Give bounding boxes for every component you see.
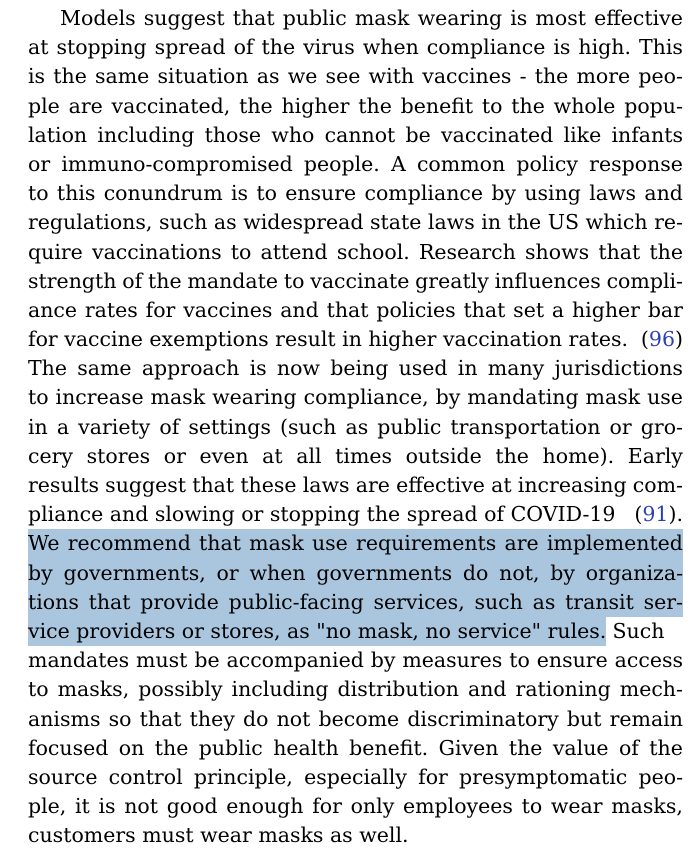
- text-line: Models suggest that public mask wearing is most effective: [60, 6, 683, 30]
- text-line: vice providers or stores, as "no mask, no service" rules. Such: [28, 617, 683, 646]
- text-line: is the same situation as we see with vaccines - the more peo-: [28, 64, 683, 89]
- text-line: strength of the mandate to vaccinate greatly influences compli-: [28, 268, 683, 293]
- text-line: in a variety of settings (such as public transportation or gro-: [28, 414, 683, 439]
- citation-bracket: (: [634, 502, 643, 527]
- text-line: to this conundrum is to ensure compliance by using laws and: [28, 181, 683, 206]
- text-line: for vaccine exemptions result in higher vaccination rates. (96): [28, 327, 683, 352]
- text-line: focused on the public health benefit. Given the value of the: [28, 735, 683, 760]
- text-line: source control principle, especially for presymptomatic peo-: [28, 764, 683, 789]
- citation-link-91[interactable]: 91: [642, 502, 669, 527]
- text-line: at stopping spread of the virus when compliance is high. This: [28, 35, 683, 60]
- highlighted-text-line: tions that provide public-facing services, such as transit ser-: [28, 588, 683, 617]
- highlighted-text: vice providers or stores, as "no mask, no service" rules.: [28, 617, 606, 646]
- text-line: to increase mask wearing compliance, by mandating mask use: [28, 385, 683, 410]
- paper-paragraph: [28, 4, 683, 850]
- citation-bracket: ): [675, 327, 683, 352]
- text-line: or immuno-compromised people. A common policy response: [28, 151, 683, 176]
- text-line: ance rates for vaccines and that policies that set a higher bar: [28, 297, 683, 322]
- text-line: quire vaccinations to attend school. Research shows that the: [28, 239, 683, 264]
- text-line: ple, it is not good enough for only employees to wear masks,: [28, 794, 683, 819]
- text-line: lation including those who cannot be vaccinated like infants: [28, 122, 683, 147]
- text-line: anisms so that they do not become discriminatory but remain: [28, 706, 683, 731]
- text-line: The same approach is now being used in many jurisdictions: [28, 356, 683, 381]
- highlighted-text-line: by governments, or when governments do not, by organiza-: [28, 559, 683, 588]
- text-line: pliance and slowing or stopping the spread of COVID-19 (91).: [28, 502, 683, 527]
- text-line: to masks, possibly including distribution and rationing mech-: [28, 677, 683, 702]
- citation-bracket: ).: [668, 502, 683, 527]
- highlighted-text-line: We recommend that mask use requirements are implemented: [28, 529, 683, 558]
- text-line: regulations, such as widespread state laws in the US which re-: [28, 210, 683, 235]
- text-line: mandates must be accompanied by measures to ensure access: [28, 648, 683, 673]
- citation-link-96[interactable]: 96: [648, 327, 675, 352]
- citation-bracket: (: [640, 327, 649, 352]
- text-line: ple are vaccinated, the higher the benefit to the whole popu-: [28, 93, 683, 118]
- text-line: cery stores or even at all times outside the home). Early: [28, 443, 683, 468]
- text-line: results suggest that these laws are effective at increasing com-: [28, 473, 683, 497]
- text-line: customers must wear masks as well.: [28, 823, 409, 848]
